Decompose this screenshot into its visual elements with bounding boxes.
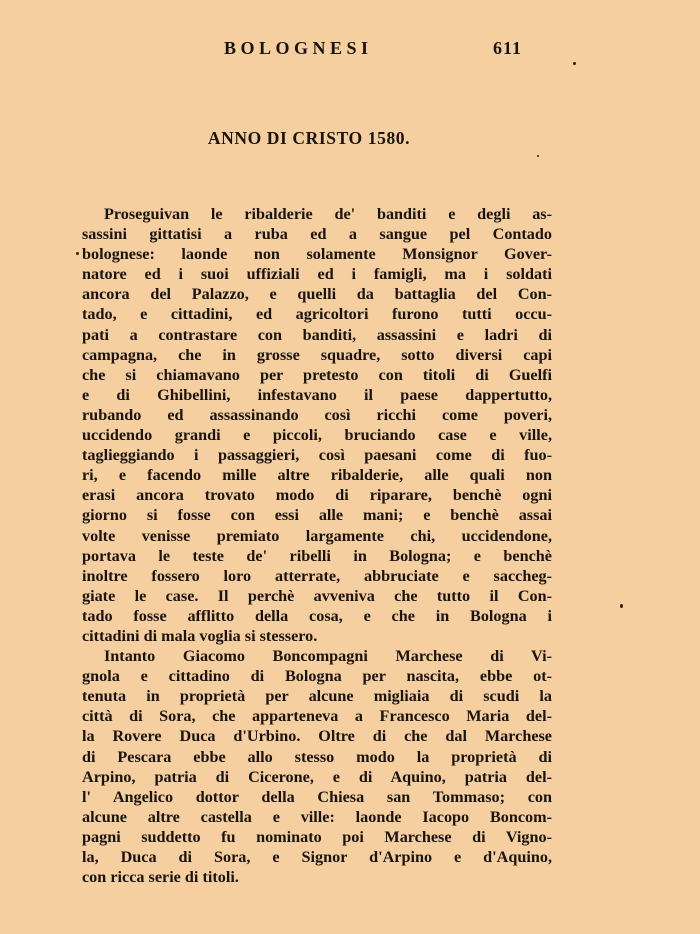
text-line: Proseguivan le ribalderie de' banditi e degli as-	[104, 205, 552, 223]
text-line: Intanto Giacomo Boncompagni Marchese di Vi-	[104, 647, 552, 666]
text-line: giate le case. Il perchè avveniva che tutto il Con-	[82, 586, 552, 605]
text-line: gnola e cittadino di Bologna per nascita, ebbe ot-	[82, 667, 552, 686]
text-line: ri, e facendo mille altre ribalderie, alle quali non	[82, 466, 552, 485]
text-line: rubando ed assassinando così ricchi come poveri,	[82, 405, 552, 424]
page-number: 611	[493, 38, 523, 58]
year-heading: ANNO DI CRISTO 1580.	[207, 128, 411, 148]
text-line: bolognese: laonde non solamente Monsignor Gover-	[82, 245, 552, 264]
text-line: cittadini di mala voglia si stessero.	[82, 626, 318, 645]
running-head	[0, 38, 700, 62]
text-line: la Rovere Duca d'Urbino. Oltre di che dal Marchese	[82, 727, 552, 746]
text-line: tado fosse afflitto della cosa, e che in Bologna i	[82, 606, 552, 625]
text-line: pagni suddetto fu nominato poi Marchese di Vigno-	[82, 827, 552, 846]
print-speck	[620, 604, 623, 608]
text-line: natore ed i suoi uffiziali ed i famigli, ma i soldati	[82, 265, 552, 284]
text-line: alcune altre castella e ville: laonde Iacopo Boncom-	[82, 807, 552, 826]
text-line: tado, e cittadini, ed agricoltori furono tutti occu-	[82, 305, 552, 324]
text-line: sassini gittatisi a ruba ed a sangue pel Contado	[82, 225, 552, 244]
text-line: di Pescara ebbe allo stesso modo la proprietà di	[82, 747, 552, 766]
text-line: portava le teste de' ribelli in Bologna; e benchè	[82, 546, 552, 565]
text-line: pati a contrastare con banditi, assassini e ladri di	[82, 325, 552, 344]
body-text	[82, 204, 552, 887]
text-line: erasi ancora trovato modo di riparare, benchè ogni	[82, 486, 552, 505]
text-line: uccidendo grandi e piccoli, bruciando case e ville,	[82, 426, 552, 445]
text-line: inoltre fossero loro atterrate, abbruciate e saccheg-	[82, 566, 552, 585]
text-line: tenuta in proprietà per alcune migliaia di scudi la	[82, 687, 552, 706]
text-line: con ricca serie di titoli.	[82, 868, 239, 887]
print-speck	[573, 62, 576, 65]
running-title: BOLOGNESI	[224, 38, 373, 58]
text-line: taglieggiando i passaggieri, così paesani come di fuo-	[82, 446, 552, 465]
text-line: l' Angelico dottor della Chiesa san Tommaso; con	[82, 787, 552, 806]
text-line: e di Ghibellini, infestavano il paese dappertutto,	[82, 385, 552, 404]
print-speck	[537, 155, 539, 157]
text-line: volte venisse premiato largamente chi, uccidendone,	[82, 526, 552, 545]
text-line: città di Sora, che apparteneva a Francesco Maria del-	[82, 707, 552, 726]
text-line: che si chiamavano per pretesto con titoli di Guelfi	[82, 365, 552, 384]
text-line: giorno si fosse con essi alle mani; e benchè assai	[82, 506, 552, 525]
text-line: Arpino, patria di Cicerone, e di Aquino, patria del-	[82, 767, 552, 786]
print-speck	[76, 252, 79, 255]
text-line: ancora del Palazzo, e quelli da battaglia del Con-	[82, 285, 552, 304]
text-line: la, Duca di Sora, e Signor d'Arpino e d'Aquino,	[82, 848, 552, 866]
text-line: campagna, che in grosse squadre, sotto diversi capi	[82, 345, 552, 364]
